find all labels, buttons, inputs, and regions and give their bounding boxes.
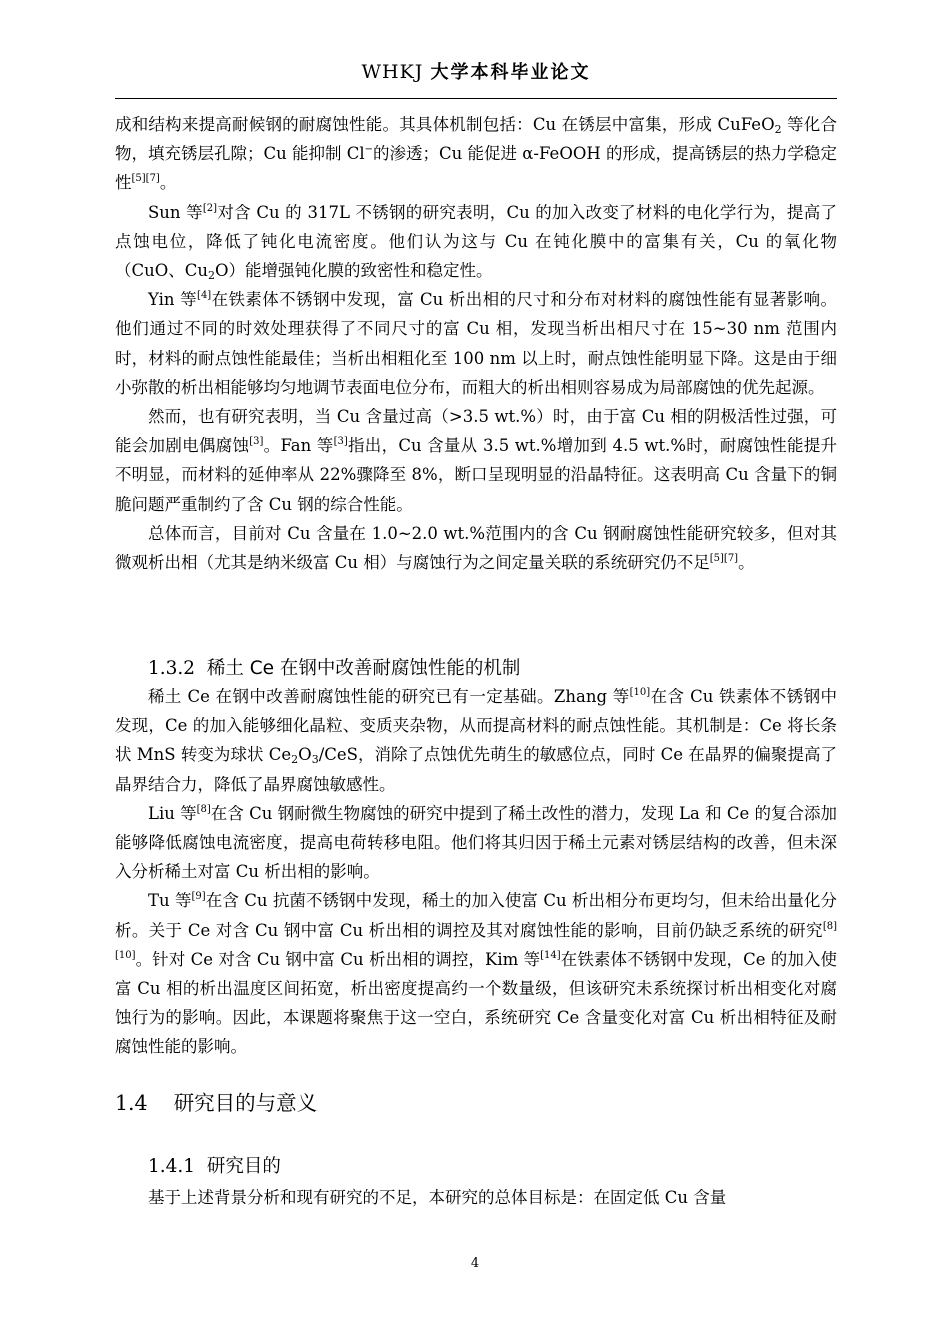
header-title: 大学本科毕业论文 (430, 62, 591, 83)
body-block-3 (115, 1183, 837, 1212)
page-header (115, 58, 837, 84)
body-block-2 (115, 682, 837, 1062)
paragraph-6: 稀土 Ce 在钢中改善耐腐蚀性能的研究已有一定基础。Zhang 等[10]在含 Cu 铁素体不锈钢中发现，Ce 的加入能够细化晶粒、变质夹杂物，从而提高材料的耐点蚀性能。其机制是：Ce 将长条状 MnS 转变为球状 $Ce_2O_3$/CeS，消除了点蚀优先萌生的敏感位点，同时 Ce 在晶界的偏聚提高了晶界结合力，降低了晶界腐蚀敏感性。 (115, 687, 837, 794)
citation: [3] (333, 436, 348, 448)
header-rule (115, 98, 837, 99)
page-number: 4 (470, 1256, 480, 1271)
citation: [14] (540, 949, 561, 961)
paragraph-2: Sun 等[2]对含 Cu 的 317L 不锈钢的研究表明，Cu 的加入改变了材料的电化学行为，提高了点蚀电位，降低了钝化电流密度。他们认为这与 Cu 在钝化膜中的富集有关，Cu 的氧化物（CuO、$Cu_2O$）能增强钝化膜的致密性和稳定性。 (115, 202, 837, 283)
paragraph-9: 基于上述背景分析和现有研究的不足，本研究的总体目标是：在固定低 Cu 含量 (148, 1188, 727, 1207)
body-block-1 (115, 110, 837, 577)
citation: [3] (249, 436, 264, 448)
section-heading-1-3-2: 1.3.2 稀土 Ce 在钢中改善耐腐蚀性能的机制 (148, 658, 521, 679)
citation: [8] (196, 803, 211, 815)
paragraph-1: 成和结构来提高耐候钢的耐腐蚀性能。其具体机制包括：Cu 在锈层中富集，形成 CuFeO$_2$ 等化合物，填充锈层孔隙；Cu 能抑制 Cl−的渗透；Cu 能促进 α-FeOOH 的形成，提高锈层的热力学稳定性[5][7]。 (115, 115, 838, 193)
section-heading-1-4: 1.4 研究目的与意义 (115, 1091, 318, 1115)
paragraph-3: Yin 等[4]在铁素体不锈钢中发现，富 Cu 析出相的尺寸和分布对材料的腐蚀性能有显著影响。他们通过不同的时效处理获得了不同尺寸的富 Cu 相，发现当析出相尺寸在 15~30 nm 范围内时，材料的耐点蚀性能最佳；当析出相粗化至 100 nm 以上时，耐点蚀性能明显下降。这是由于细小弥散的析出相能够均匀地调节表面电位分布，而粗大的析出相则容易成为局部腐蚀的优先起源。 (115, 290, 837, 397)
citation: [2] (202, 202, 218, 214)
citation: [5][7] (709, 553, 739, 565)
section-heading-1-4-1: 1.4.1 研究目的 (148, 1156, 281, 1177)
paragraph-8: Tu 等[9]在含 Cu 抗菌不锈钢中发现，稀土的加入使富 Cu 析出相分布更均匀，但未给出量化分析。关于 Ce 对含 Cu 钢中富 Cu 析出相的调控及其对腐蚀性能的影响，目前仍缺乏系统的研究[8][10]。针对 Ce 对含 Cu 钢中富 Cu 析出相的调控，Kim 等[14]在铁素体不锈钢中发现，Ce 的加入使富 Cu 相的析出温度区间拓宽，析出密度提高约一个数量级，但该研究未系统探讨析出相变化对腐蚀行为的影响。因此，本课题将聚焦于这一空白，系统研究 Ce 含量变化对富 Cu 析出相特征及耐腐蚀性能的影响。 (115, 891, 837, 1057)
citation: [8][10] (115, 920, 837, 961)
paragraph-4: 然而，也有研究表明，当 Cu 含量过高（>3.5 wt.%）时，由于富 Cu 相的阴极活性过强，可能会加剧电偶腐蚀[3]。Fan 等[3]指出，Cu 含量从 3.5 wt.%增加到 4.5 wt.%时，耐腐蚀性能提升不明显，而材料的延伸率从 22%骤降至 8%，断口呈现明显的沿晶特征。这表明高 Cu 含量下的铜脆问题严重制约了含 Cu 钢的综合性能。 (115, 407, 838, 514)
paragraph-5: 总体而言，目前对 Cu 含量在 1.0~2.0 wt.%范围内的含 Cu 钢耐腐蚀性能研究较多，但对其微观析出相（尤其是纳米级富 Cu 相）与腐蚀行为之间定量关联的系统研究仍不足[5][7]。 (115, 523, 837, 573)
citation: [5][7] (131, 173, 160, 185)
citation: [9] (191, 891, 206, 903)
header-prefix: WHKJ (361, 61, 431, 83)
citation: [10] (629, 687, 651, 698)
paragraph-7: Liu 等[8]在含 Cu 钢耐微生物腐蚀的研究中提到了稀土改性的潜力，发现 La 和 Ce 的复合添加能够降低腐蚀电流密度，提高电荷转移电阻。他们将其归因于稀土元素对锈层结构的改善，但未深入分析稀土对富 Cu 析出相的影响。 (115, 803, 837, 882)
citation: [4] (197, 290, 212, 302)
